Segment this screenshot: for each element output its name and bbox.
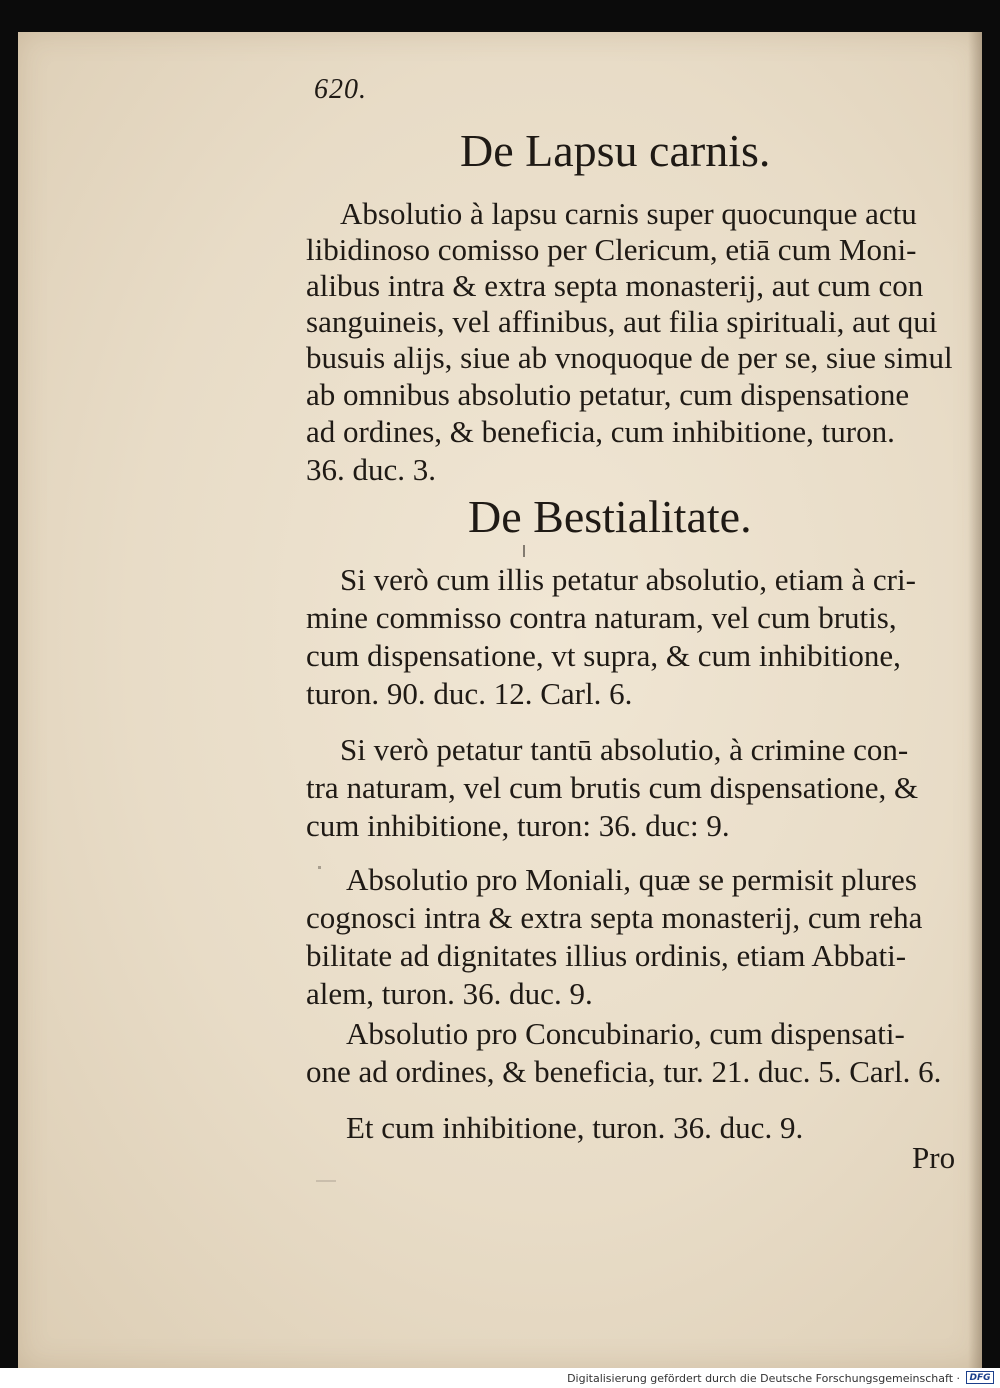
- body-line: 36. duc. 3.: [306, 452, 437, 487]
- body-line: cum dispensatione, vt supra, & cum inhibitione,: [306, 638, 901, 673]
- body-line: Absolutio pro Moniali, quæ se permisit plures: [346, 862, 917, 897]
- body-line: Si verò petatur tantū absolutio, à crimine con-: [340, 732, 909, 767]
- digitization-footer: [0, 1368, 1000, 1388]
- section-heading-lapsu-carnis: De Lapsu carnis.: [460, 125, 771, 176]
- body-line: tra naturam, vel cum brutis cum dispensatione, &: [306, 770, 919, 805]
- body-line: libidinoso comisso per Clericum, etiā cum Moni-: [306, 232, 917, 267]
- body-line: Et cum inhibitione, turon. 36. duc. 9.: [346, 1110, 804, 1145]
- page-edge-shadow: [968, 32, 982, 1368]
- catchword: Pro: [912, 1140, 956, 1175]
- body-line: sanguineis, vel affinibus, aut filia spirituali, aut qui: [306, 304, 938, 339]
- body-line: ab omnibus absolutio petatur, cum dispensatione: [306, 377, 910, 412]
- body-line: bilitate ad dignitates illius ordinis, etiam Abbati-: [306, 938, 907, 973]
- body-line: mine commisso contra naturam, vel cum brutis,: [306, 600, 897, 635]
- body-line: alibus intra & extra septa monasterij, aut cum con: [306, 268, 924, 303]
- body-line: turon. 90. duc. 12. Carl. 6.: [306, 676, 633, 711]
- dfg-logo: DFG: [966, 1371, 994, 1384]
- funding-credit: Digitalisierung gefördert durch die Deutsche Forschungsgemeinschaft ·: [567, 1372, 960, 1385]
- body-line: Si verò cum illis petatur absolutio, etiam à cri-: [340, 562, 916, 597]
- show-through-mark: [316, 1180, 336, 1182]
- ink-mark: [523, 545, 525, 557]
- body-line: ad ordines, & beneficia, cum inhibitione, turon.: [306, 414, 895, 449]
- page-number: 620.: [314, 74, 367, 105]
- body-line: cum inhibitione, turon: 36. duc: 9.: [306, 808, 730, 843]
- body-line: busuis alijs, siue ab vnoquoque de per se, siue simul: [306, 340, 953, 375]
- body-line: Absolutio pro Concubinario, cum dispensati-: [346, 1016, 905, 1051]
- section-heading-bestialitate: De Bestialitate.: [468, 491, 752, 542]
- body-line: Absolutio à lapsu carnis super quocunque actu: [340, 196, 917, 231]
- body-line: alem, turon. 36. duc. 9.: [306, 976, 593, 1011]
- body-line: one ad ordines, & beneficia, tur. 21. duc. 5. Carl. 6.: [306, 1054, 942, 1089]
- body-line: cognosci intra & extra septa monasterij, cum reha: [306, 900, 923, 935]
- ink-speck: [318, 866, 321, 869]
